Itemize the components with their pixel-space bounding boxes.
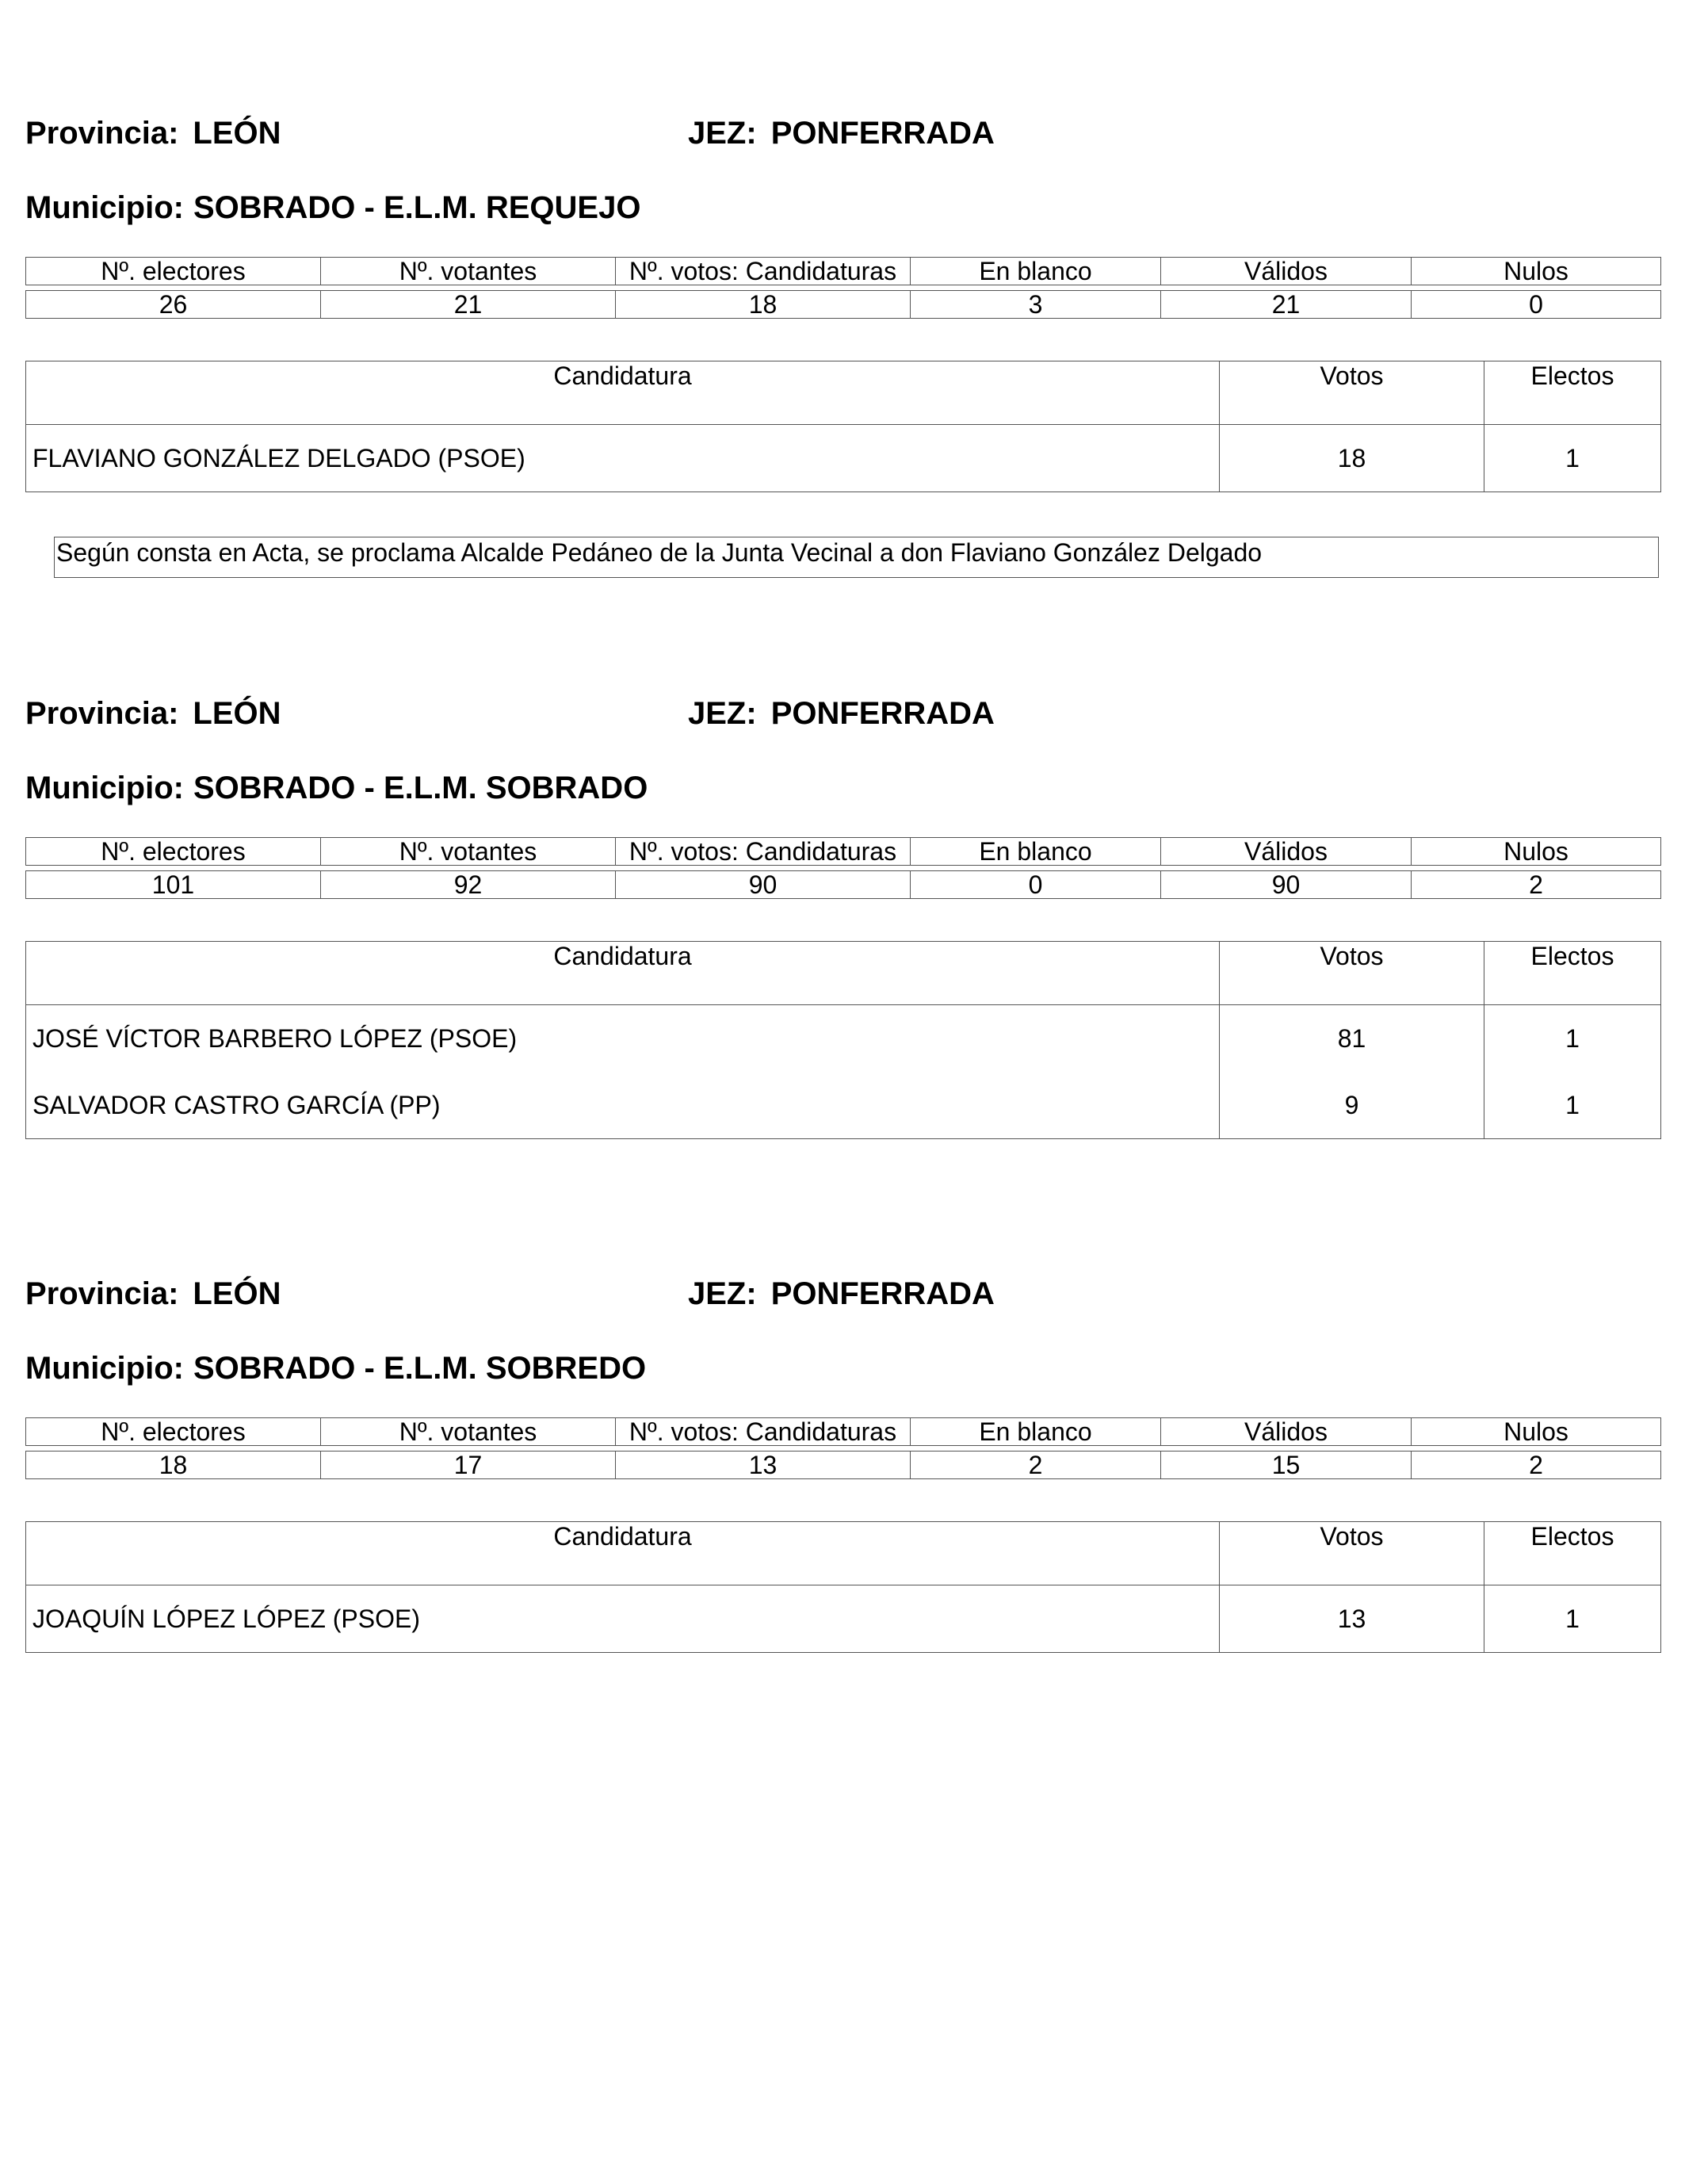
provincia-label: Provincia: <box>25 116 179 151</box>
stats-header-row <box>26 1418 1661 1446</box>
stats-votantes: 92 <box>321 871 616 899</box>
stats-header-nulos: Nulos <box>1412 838 1661 866</box>
candidate-electos: 1 <box>1484 1072 1661 1139</box>
header-votos: Votos <box>1220 361 1484 425</box>
stats-header-en-blanco: En blanco <box>911 1418 1161 1446</box>
stats-header-validos: Válidos <box>1161 258 1412 285</box>
section-requejo <box>25 111 1660 587</box>
candidate-row <box>26 425 1661 492</box>
provincia-line <box>25 114 281 152</box>
provincia-line <box>25 1275 281 1313</box>
provincia-label: Provincia: <box>25 1276 179 1311</box>
jez-line <box>688 114 995 152</box>
jez-value: PONFERRADA <box>770 1276 995 1311</box>
header-candidatura: Candidatura <box>26 1522 1220 1585</box>
candidate-votos: 9 <box>1220 1072 1484 1139</box>
stats-header-row <box>26 838 1661 866</box>
header-votos: Votos <box>1220 942 1484 1005</box>
stats-value-row <box>26 291 1661 319</box>
jez-value: PONFERRADA <box>770 696 995 731</box>
municipio-label: Municipio: <box>25 1351 184 1386</box>
stats-header-votantes: Nº. votantes <box>321 258 616 285</box>
stats-votos-candidaturas: 18 <box>616 291 911 319</box>
stats-header-en-blanco: En blanco <box>911 258 1161 285</box>
candidates-header-row <box>26 1522 1661 1585</box>
candidate-row <box>26 1585 1661 1653</box>
candidate-electos: 1 <box>1484 1005 1661 1073</box>
stats-votos-candidaturas: 13 <box>616 1452 911 1479</box>
header-votos: Votos <box>1220 1522 1484 1585</box>
stats-en-blanco: 2 <box>911 1452 1161 1479</box>
provincia-value: LEÓN <box>193 116 281 151</box>
jez-label: JEZ: <box>688 1276 757 1311</box>
stats-en-blanco: 3 <box>911 291 1161 319</box>
stats-nulos: 2 <box>1412 1452 1661 1479</box>
stats-value-row <box>26 1452 1661 1479</box>
candidate-row <box>26 1072 1661 1139</box>
stats-value-row <box>26 871 1661 899</box>
municipio-value: SOBRADO - E.L.M. SOBREDO <box>193 1351 647 1386</box>
stats-electores: 101 <box>26 871 321 899</box>
jez-line <box>688 1275 995 1313</box>
stats-validos: 21 <box>1161 291 1412 319</box>
jez-line <box>688 694 995 732</box>
stats-header-electores: Nº. electores <box>26 838 321 866</box>
stats-table <box>25 1417 1661 1479</box>
stats-en-blanco: 0 <box>911 871 1161 899</box>
candidate-row <box>26 1005 1661 1073</box>
stats-header-votos-candidaturas: Nº. votos: Candidaturas <box>616 838 911 866</box>
section-sobredo <box>25 1272 1660 1668</box>
municipio-value: SOBRADO - E.L.M. REQUEJO <box>193 190 641 225</box>
stats-header-en-blanco: En blanco <box>911 838 1161 866</box>
municipio-value: SOBRADO - E.L.M. SOBRADO <box>193 771 648 805</box>
jez-label: JEZ: <box>688 116 757 151</box>
header-electos: Electos <box>1484 361 1661 425</box>
stats-votantes: 17 <box>321 1452 616 1479</box>
stats-header-votantes: Nº. votantes <box>321 1418 616 1446</box>
candidates-header-row <box>26 942 1661 1005</box>
candidate-electos: 1 <box>1484 425 1661 492</box>
stats-table <box>25 257 1661 319</box>
candidate-name: JOAQUÍN LÓPEZ LÓPEZ (PSOE) <box>26 1585 1220 1653</box>
municipio-label: Municipio: <box>25 771 184 805</box>
provincia-value: LEÓN <box>193 696 281 731</box>
municipio-label: Municipio: <box>25 190 184 225</box>
stats-header-votos-candidaturas: Nº. votos: Candidaturas <box>616 258 911 285</box>
stats-header-row <box>26 258 1661 285</box>
stats-votos-candidaturas: 90 <box>616 871 911 899</box>
stats-votantes: 21 <box>321 291 616 319</box>
candidates-table <box>25 941 1661 1139</box>
stats-table <box>25 837 1661 899</box>
candidate-name: JOSÉ VÍCTOR BARBERO LÓPEZ (PSOE) <box>26 1005 1220 1073</box>
candidate-name: SALVADOR CASTRO GARCÍA (PP) <box>26 1072 1220 1139</box>
stats-header-electores: Nº. electores <box>26 258 321 285</box>
stats-header-validos: Válidos <box>1161 838 1412 866</box>
candidates-header-row <box>26 361 1661 425</box>
stats-validos: 15 <box>1161 1452 1412 1479</box>
candidate-electos: 1 <box>1484 1585 1661 1653</box>
stats-header-validos: Válidos <box>1161 1418 1412 1446</box>
jez-value: PONFERRADA <box>770 116 995 151</box>
municipio-line <box>25 189 640 227</box>
header-candidatura: Candidatura <box>26 942 1220 1005</box>
candidate-votos: 81 <box>1220 1005 1484 1073</box>
candidates-table <box>25 1521 1661 1653</box>
stats-header-votantes: Nº. votantes <box>321 838 616 866</box>
proclamation-note: Según consta en Acta, se proclama Alcalde Pedáneo de la Junta Vecinal a don Flaviano González Delgado <box>54 537 1659 578</box>
stats-electores: 26 <box>26 291 321 319</box>
jez-label: JEZ: <box>688 696 757 731</box>
stats-header-electores: Nº. electores <box>26 1418 321 1446</box>
candidates-table <box>25 361 1661 492</box>
candidate-votos: 13 <box>1220 1585 1484 1653</box>
header-electos: Electos <box>1484 942 1661 1005</box>
candidate-name: FLAVIANO GONZÁLEZ DELGADO (PSOE) <box>26 425 1220 492</box>
section-sobrado <box>25 691 1660 1167</box>
stats-validos: 90 <box>1161 871 1412 899</box>
stats-nulos: 0 <box>1412 291 1661 319</box>
provincia-value: LEÓN <box>193 1276 281 1311</box>
stats-header-nulos: Nulos <box>1412 258 1661 285</box>
candidate-votos: 18 <box>1220 425 1484 492</box>
header-electos: Electos <box>1484 1522 1661 1585</box>
municipio-line <box>25 1349 646 1387</box>
stats-header-nulos: Nulos <box>1412 1418 1661 1446</box>
stats-nulos: 2 <box>1412 871 1661 899</box>
provincia-line <box>25 694 281 732</box>
header-candidatura: Candidatura <box>26 361 1220 425</box>
municipio-line <box>25 769 648 807</box>
provincia-label: Provincia: <box>25 696 179 731</box>
stats-electores: 18 <box>26 1452 321 1479</box>
stats-header-votos-candidaturas: Nº. votos: Candidaturas <box>616 1418 911 1446</box>
